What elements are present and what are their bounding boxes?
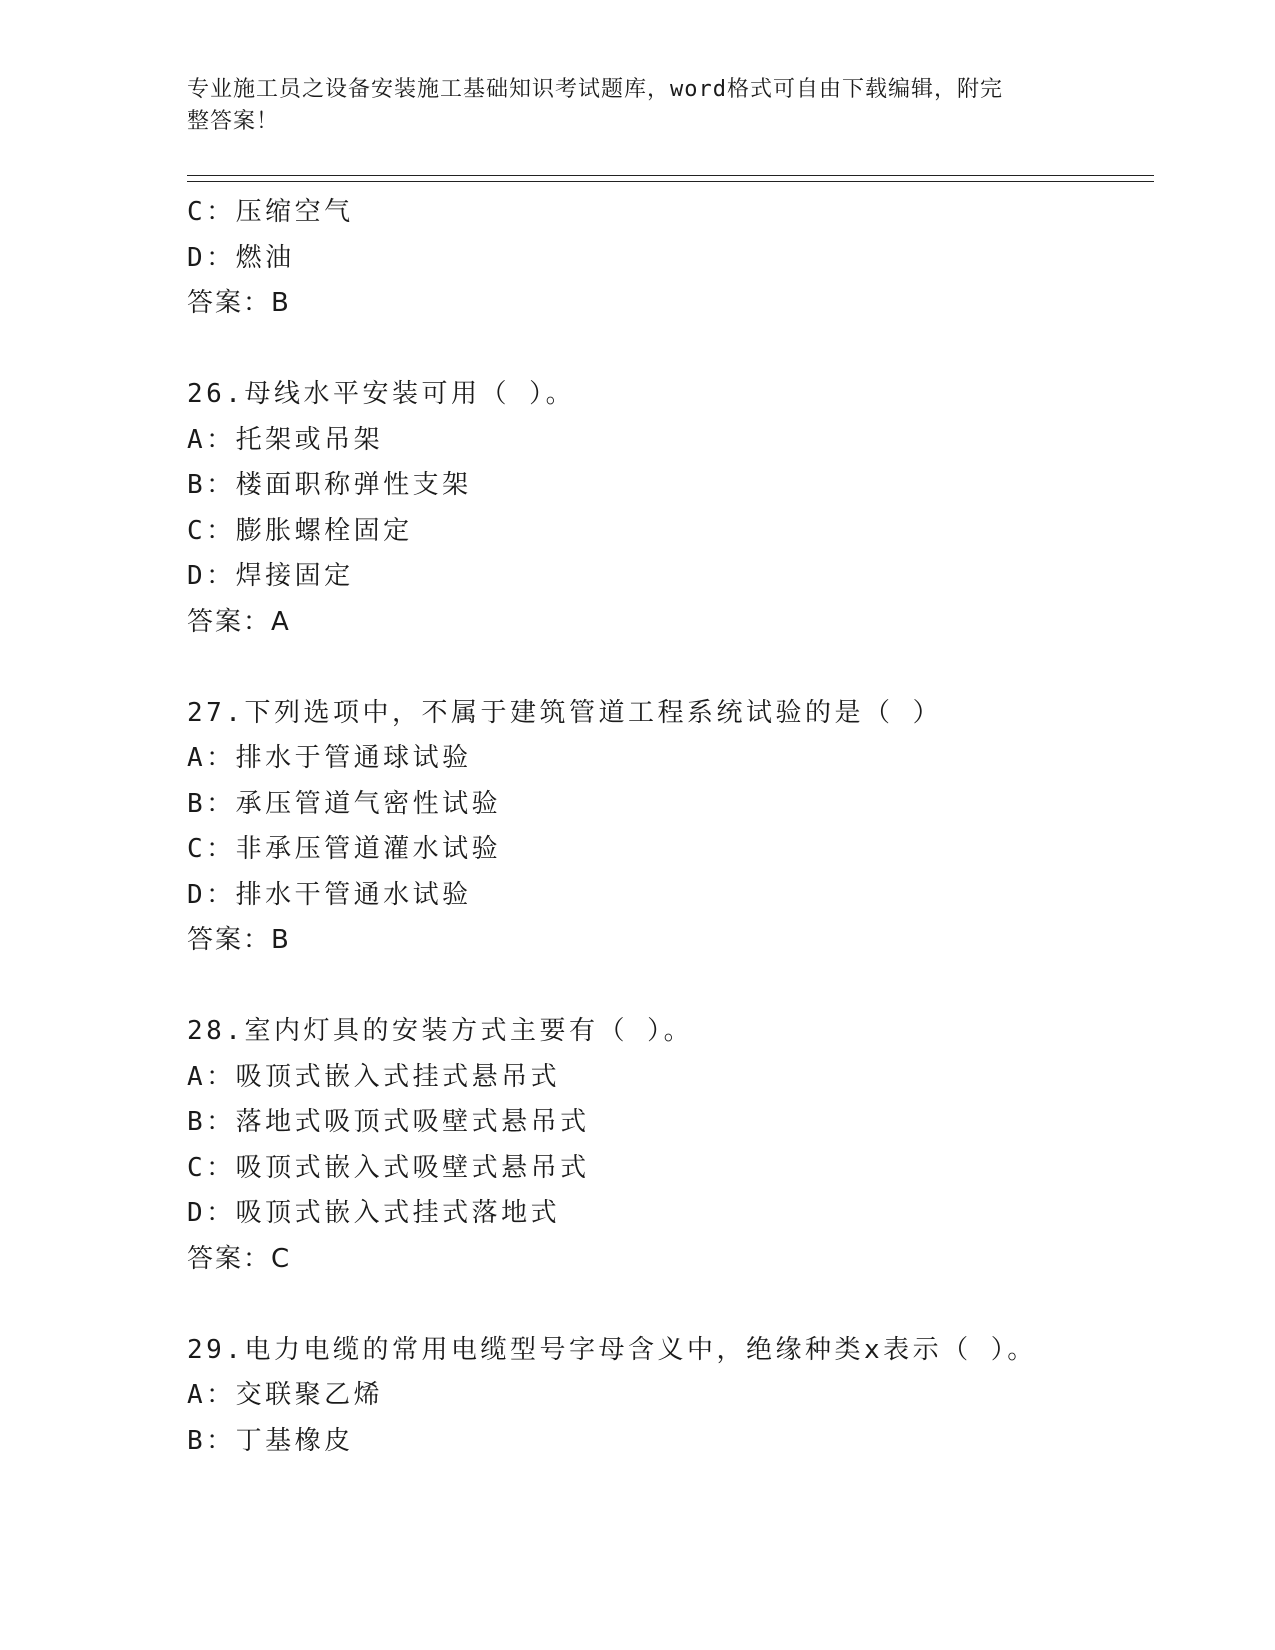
block-spacer bbox=[187, 1282, 1147, 1328]
option-d: D：焊接固定 bbox=[187, 561, 354, 591]
option-c: C：非承压管道灌水试验 bbox=[187, 834, 502, 864]
option-d: D：排水干管通水试验 bbox=[187, 879, 472, 910]
question-text: 28.室内灯具的安装方式主要有（ ）。 bbox=[187, 1016, 694, 1046]
block-spacer bbox=[187, 645, 1147, 691]
option-b: B：丁基橡皮 bbox=[187, 1425, 354, 1456]
option-a: A：交联聚乙烯 bbox=[187, 1380, 384, 1410]
question-block-25 bbox=[187, 190, 1147, 327]
option-c: C：压缩空气 bbox=[187, 197, 354, 227]
answer-line: 答案：B bbox=[187, 288, 291, 318]
header-title-line-1: 专业施工员之设备安装施工基础知识考试题库，word格式可自由下载编辑，附完 bbox=[187, 77, 1003, 102]
question-block-27 bbox=[187, 691, 1147, 964]
question-block-26 bbox=[187, 372, 1147, 645]
question-block-28 bbox=[187, 1009, 1147, 1282]
option-c: C：吸顶式嵌入式吸壁式悬吊式 bbox=[187, 1152, 590, 1183]
answer-line: 答案：A bbox=[187, 606, 291, 637]
question-block-29 bbox=[187, 1328, 1147, 1465]
answer-line: 答案：C bbox=[187, 1243, 292, 1274]
page-header bbox=[187, 74, 1067, 138]
header-title-line-2: 整答案！ bbox=[187, 109, 280, 134]
question-text: 26.母线水平安装可用（ ）。 bbox=[187, 379, 576, 409]
option-b: B：楼面职称弹性支架 bbox=[187, 470, 472, 500]
question-text: 27.下列选项中，不属于建筑管道工程系统试验的是（ ） bbox=[187, 697, 943, 728]
option-b: B：承压管道气密性试验 bbox=[187, 788, 502, 819]
option-a: A：托架或吊架 bbox=[187, 424, 384, 455]
option-a: A：排水于管通球试验 bbox=[187, 743, 472, 773]
header-divider-top bbox=[187, 175, 1154, 176]
block-spacer bbox=[187, 964, 1147, 1010]
option-d: D：吸顶式嵌入式挂式落地式 bbox=[187, 1198, 561, 1228]
block-spacer bbox=[187, 327, 1147, 373]
option-c: C：膨胀螺栓固定 bbox=[187, 515, 413, 546]
option-b: B：落地式吸顶式吸壁式悬吊式 bbox=[187, 1107, 590, 1137]
question-content bbox=[187, 190, 1147, 1464]
option-a: A：吸顶式嵌入式挂式悬吊式 bbox=[187, 1061, 561, 1092]
answer-line: 答案：B bbox=[187, 925, 291, 955]
question-text: 29.电力电缆的常用电缆型号字母含义中，绝缘种类x表示（ ）。 bbox=[187, 1334, 1037, 1365]
option-d: D：燃油 bbox=[187, 242, 295, 273]
header-divider-bottom bbox=[187, 181, 1154, 182]
